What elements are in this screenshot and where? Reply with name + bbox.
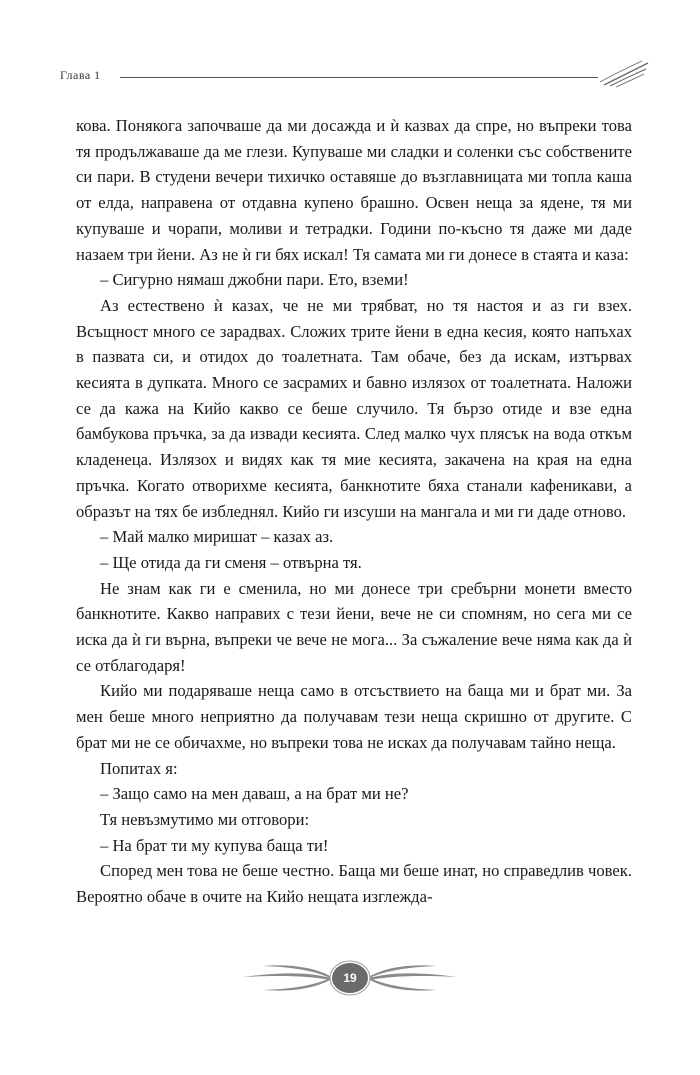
page-footer [0, 958, 700, 998]
paragraph: Попитах я: [100, 758, 178, 778]
paragraph: – Ще отида да ги сменя – отвърна тя. [100, 552, 362, 572]
paragraph: – На брат ти му купува баща ти! [100, 835, 329, 855]
paragraph: – Защо само на мен даваш, а на брат ми не? [100, 784, 409, 804]
running-header [60, 58, 650, 88]
paragraph: Аз естествено ѝ казах, че не ми трябват, но тя настоя и аз ги взех. Всъщност много се зарадвах. Сложих трите йени в една кесия, която напъхах в пазвата си, и отидох до тоалетната. Там обаче, без да искам, изтървах кесията в дупката. Много се засрамих и бавно излязох от тоалетната. Наложи се да кажа на Кийо какво се беше случило. Тя бързо отиде и взе една бамбукова пръчка, за да извади кесията. След малко чух плясък на вода откъм кладенеца. Излязох и видях как тя мие кесията, закачена на края на една пръчка. Когато отворихме кесията, банкнотите бяха станали кафеникави, а образът на тях бе избледнял. Кийо ги изсуши на мангала и ми ги даде отново. [76, 295, 632, 521]
body-text [76, 113, 632, 910]
page-number: 19 [343, 971, 357, 985]
chapter-label: Глава 1 [60, 68, 101, 82]
feather-strokes-icon [598, 60, 650, 88]
paragraph: – Сигурно нямаш джобни пари. Ето, вземи! [100, 270, 409, 290]
paragraph: Не знам как ги е сменила, но ми донесе три сребърни монети вместо банкнотите. Какво направих с тези йени, вече не си спомням, но сега ми се иска да ѝ ги върна, въпреки че вече не мога... За съжаление вече няма как да ѝ се отблагодаря! [76, 578, 632, 675]
header-rule [120, 77, 598, 78]
paragraph: кова. Понякога започваше да ми досажда и ѝ казвах да спре, но въпреки това тя продължаваше да ме глези. Купуваше ми сладки и соленки със собствените си пари. В студени вечери тихичко оставяше до възглавницата ми топла каша от елда, направена от отдавна купено брашно. Освен неща за ядене, тя ми купуваше и чорапи, моливи и тетрадки. Години по-късно тя даже ми даде назаем три йени. Аз не ѝ ги бях искал! Тя самата ми ги донесе в стаята и каза: [76, 116, 632, 264]
paragraph: Тя невъзмутимо ми отговори: [100, 809, 310, 829]
paragraph: – Май малко миришат – казах аз. [100, 527, 334, 547]
paragraph: Кийо ми подаряваше неща само в отсъствието на баща ми и брат ми. За мен беше много неприятно да получавам тези неща скришно от другите. С брат ми не се обичахме, но въпреки това не исках да получавам тайно неща. [76, 681, 632, 752]
paragraph: Според мен това не беше честно. Баща ми беше инат, но справедлив човек. Вероятно обаче в очите на Кийо нещата изглежда- [76, 861, 632, 907]
